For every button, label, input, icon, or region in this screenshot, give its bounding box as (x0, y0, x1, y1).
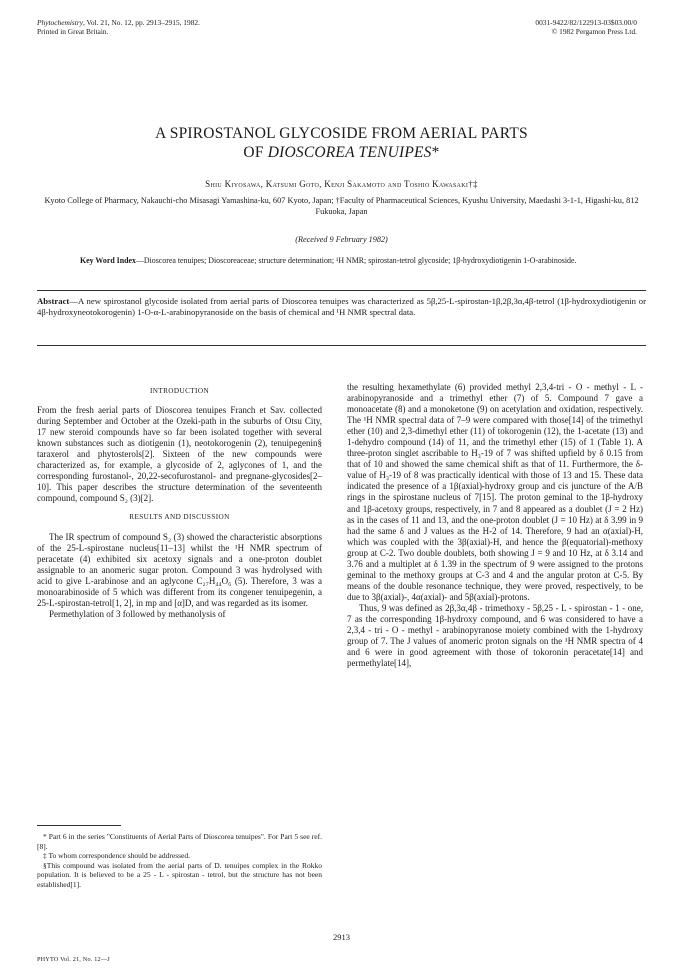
title-footnote-mark: * (431, 144, 440, 161)
page-footer: PHYTO Vol. 21, No. 12—J (37, 956, 110, 963)
printed-location: Printed in Great Britain. (37, 27, 109, 36)
right-column (347, 382, 643, 669)
page-number: 2913 (333, 932, 350, 942)
results-heading: RESULTS AND DISCUSSION (129, 513, 230, 522)
abstract-text: —A new spirostanol glycoside isolated from aerial parts of Dioscorea tenuipes was characterized as 5β,25-L-spirostan-1β,2β,3α,4β-tetrol (1β-hydroxydiotigenin or 4β-hydroxyneotokorogenin) 1-O-α-L-arabinopyranoside on the basis of chemical and ¹H NMR spectral data. (37, 296, 646, 317)
title-species: DIOSCOREA TENUIPES (267, 144, 432, 161)
footnote-rule (37, 825, 121, 826)
title-line-2 (37, 143, 646, 162)
article-code: 0031-9422/82/122913-03$03.00/0 (535, 18, 637, 27)
title-line-2-prefix: OF (243, 144, 268, 161)
abstract-top-rule (37, 290, 646, 291)
footnote-compound: §This compound was isolated from the aerial parts of D. tenuipes complex in the Rokko population. It is believed to be a 25 - L - spirostan - tetrol, but the structure has not been established[1]. (37, 860, 322, 889)
abstract (37, 296, 646, 318)
author-list: Shiu Kiyosawa, Katsumi Goto, Kenji Sakamoto and Toshio Kawasaki†‡ (205, 179, 478, 189)
key-word-label: Key Word Index (80, 256, 136, 265)
footnotes (37, 832, 322, 890)
introduction-heading: INTRODUCTION (149, 387, 210, 395)
article-title (37, 124, 646, 162)
footnote-part: * Part 6 in the series "Constituents of Aerial Parts of Dioscorea tenuipes". For Part 5 see ref. [8]. (37, 832, 322, 851)
received-date: (Received 9 February 1982) (295, 235, 388, 244)
results-paragraph-2: Permethylation of 3 followed by methanolysis of (49, 608, 226, 619)
left-column (37, 382, 322, 620)
title-line-1: A SPIROSTANOL GLYCOSIDE FROM AERIAL PARTS (155, 125, 528, 142)
journal-header (37, 18, 200, 36)
right-paragraph-1: the resulting hexamethylate (6) provided methyl 2,3,4-tri - O - methyl - L - arabinopyranoside and a trimethyl ether (7) of 5. Compound 7 gave a monoacetate (8) and a monoketone (9) on acetylation and oxidation, respectively. The ¹H NMR spectral data of 7–9 were compared with those[14] of the trimethyl ether (10) and 2,3-dimethyl ether (11) of tokorogenin (12), the 1-acetate (13) and 1-dehydro compound (14) of 11, and the trimethyl ether (15) of 1 (Table 1). A three-proton singlet ascribable to H₃-19 of 7 was shifted upfield by δ 0.15 from that of 10 and showed the same chemical shift as that of 11. Furthermore, the δ-value of H₃-19 of 8 was practically identical with those of 13 and 15. These data indicated the presence of a 1β(axial)-hydroxy group and cis juncture of the A/B rings in the spirostane nucleus of 7[15]. The proton geminal to the 1β-hydroxy and 1β-acetoxy groups, respectively, in 7 and 8 appeared as a doublet (J = 2 Hz) as in the cases of 11 and 13, and the one-proton doublet (J = 10 Hz) at δ 3.99 in 9 had the same δ and J values as the H-2 of 14. Therefore, 9 had an α(axial)-H, which was coupled with the 3β(axial)-H, and hence the β(equatorial)-methoxy group at C-2. Two double doublets, both showing J = 9 and 10 Hz, at δ 3.14 and 3.76 and a multiplet at δ 1.39 in the spectrum of 9 were assigned to the protons geminal to the methoxy groups at C-3 and 4 and the angular proton at C-5. By means of the double resonance technique, they were proved, respectively, to be due to 3β(axial)-, 4α(axial)- and 5β(axial)-protons. (347, 382, 643, 602)
copyright: © 1982 Pergamon Press Ltd. (551, 27, 637, 36)
journal-name: Phytochemistry (37, 18, 83, 27)
footnote-correspondence: ‡ To whom correspondence should be addressed. (43, 851, 191, 861)
key-word-text: —Dioscorea tenuipes; Dioscoreaceae; structure determination; ¹H NMR; spirostan-tetrol glycoside; 1β-hydroxydiotigenin 1-O-arabinoside. (135, 256, 577, 265)
publisher-header (535, 18, 637, 36)
key-word-index (80, 256, 603, 267)
abstract-bottom-rule (37, 345, 646, 346)
abstract-label: Abstract (37, 296, 70, 306)
journal-citation: , Vol. 21, No. 12, pp. 2913–2915, 1982. (82, 18, 200, 27)
right-paragraph-2: Thus, 9 was defined as 2β,3α,4β - trimethoxy - 5β,25 - L - spirostan - 1 - one, 7 as the corresponding 1β-hydroxy compound, and 6 was considered to have a 2,3,4 - tri - O - methyl - arabinopyranose moiety combined with the 1-hydroxy group of 7. The J values of anomeric proton signals on the ¹H NMR spectra of 4 and 6 were in good agreement with those of tokoronin peracetate[14] and permethylate[14], (347, 602, 643, 669)
introduction-paragraph: From the fresh aerial parts of Dioscorea tenuipes Franch et Sav. collected during September and October at the Ozeki-path in the suburbs of Otsu City, 17 new steroid compounds have so far been isolated together with several known substances such as diotigenin (1), neotokorogenin (2), tenuipegenin§ taraxerol and phytosterols[2]. Sixteen of the new compounds were characterized as, for example, a glycoside of 2, aglycones of 1, and the corresponding furostanol-, 20,22-secofurostanol- and pregnane-glycosides[2–10]. This paper describes the structure determination of the seventeenth compound, compound S₂ (3)[2]. (37, 405, 322, 504)
results-paragraph-1: The IR spectrum of compound S₂ (3) showed the characteristic absorptions of the 25-L-spirostane nucleus[11–13] whilst the ¹H NMR spectrum of peracetate (4) exhibited six acetoxy signals and a one-proton doublet assignable to an anomeric sugar proton. Compound 3 was hydrolysed with acid to give L-arabinose and an aglycone C₂₇H₄₄O₆ (5). Therefore, 3 was a monoarabinoside of 5 which was different from its congener tenuipegenin, a 25-L-spirostan-tetrol[1, 2], in mp and [α]D, and was regarded as its isomer. (37, 531, 322, 608)
affiliations: Kyoto College of Pharmacy, Nakauchi-cho Misasagi Yamashina-ku, 607 Kyoto, Japan; †Faculty of Pharmaceutical Sciences, Kyushu University, Maedashi 3-1-1, Higashi-ku, 812 Fukuoka, Japan (44, 196, 639, 216)
